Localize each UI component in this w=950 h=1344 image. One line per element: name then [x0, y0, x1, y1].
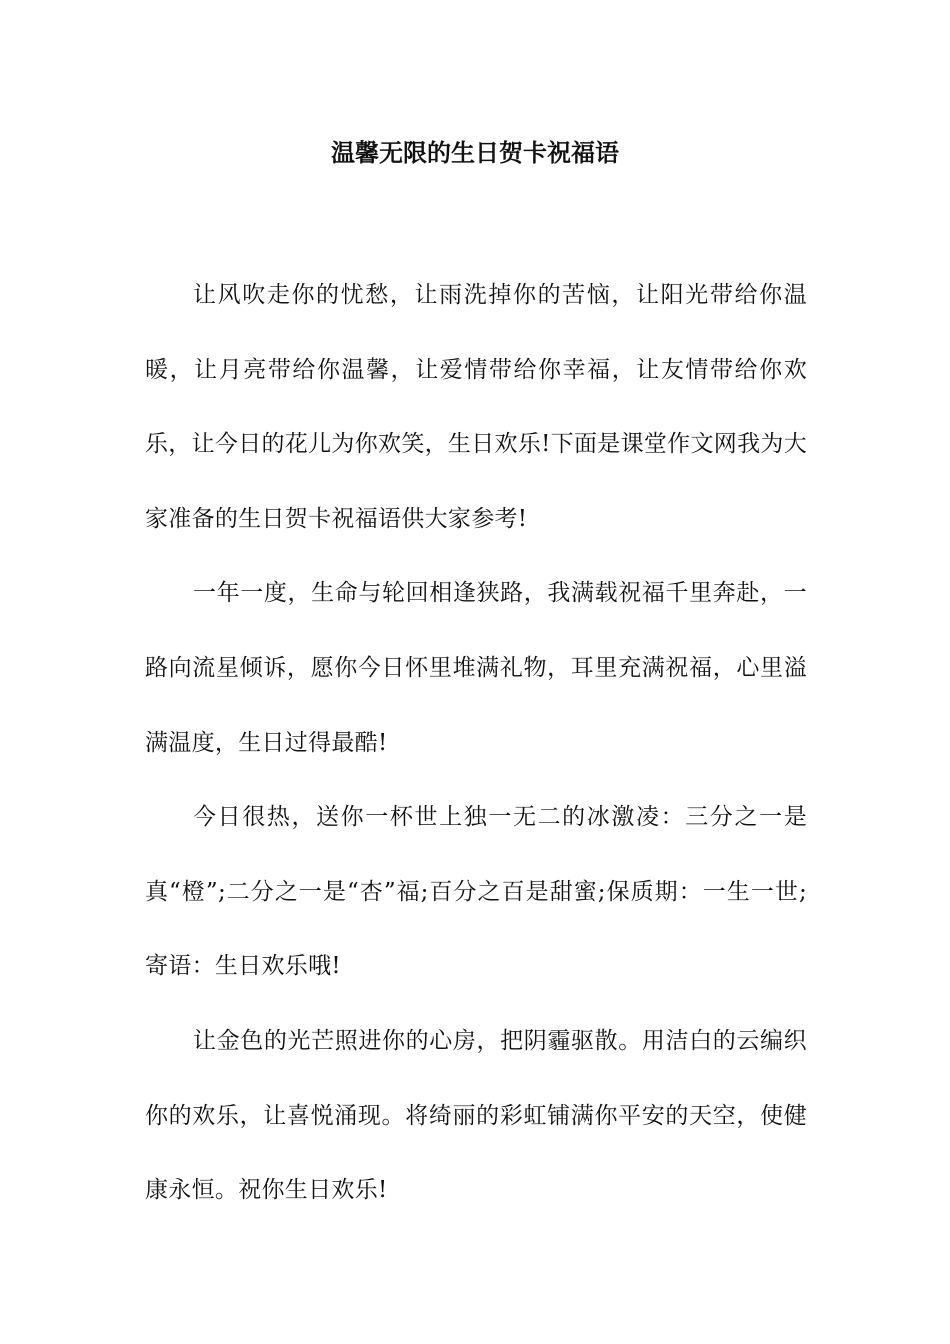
paragraph-wish-1: 一年一度，生命与轮回相逢狭路，我满载祝福千里奔赴，一路向流星倾诉，愿你今日怀里堆满礼物，耳里充满祝福，心里溢满温度，生日过得最酷! — [145, 580, 807, 756]
paragraph-wish-3: 让金色的光芒照进你的心房，把阴霾驱散。用洁白的云编织你的欢乐，让喜悦涌现。将绮丽的彩虹铺满你平安的天空，使健康永恒。祝你生日欢乐! — [145, 1027, 807, 1204]
paragraph-wish-2: 今日很热，送你一杯世上独一无二的冰激凌：三分之一是真“橙”;二分之一是“杏”福;百分之百是甜蜜;保质期：一生一世;寄语：生日欢乐哦! — [145, 804, 807, 980]
document-body — [145, 258, 807, 1228]
paragraph-intro: 让风吹走你的忧愁，让雨洗掉你的苦恼，让阳光带给你温暖，让月亮带给你温馨，让爱情带给你幸福，让友情带给你欢乐，让今日的花儿为你欢笑，生日欢乐!下面是课堂作文网我为大家准备的生日贺卡祝福语供大家参考! — [145, 282, 807, 532]
document-title: 温馨无限的生日贺卡祝福语 — [331, 138, 619, 167]
